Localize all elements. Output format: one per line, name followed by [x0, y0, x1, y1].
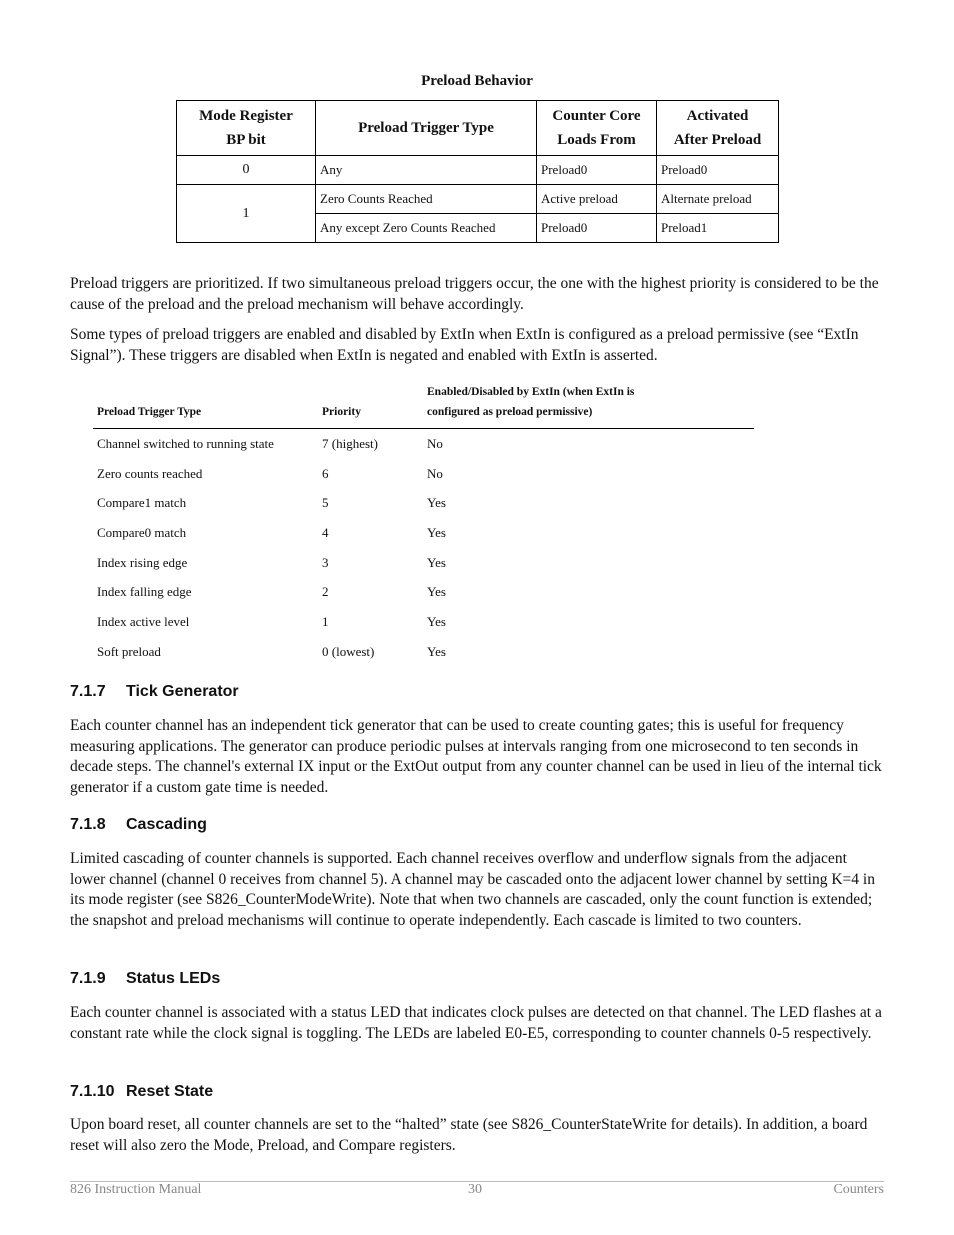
- header-trigger-type: Preload Trigger Type: [93, 382, 318, 429]
- section-heading: [70, 1083, 213, 1101]
- cell-spacer: [661, 577, 754, 607]
- header-mode-register: Mode Register BP bit: [177, 101, 316, 156]
- section-number: 7.1.10: [70, 1083, 115, 1100]
- cell-trigger-type: Index falling edge: [97, 584, 192, 600]
- table-caption: Preload Behavior: [421, 73, 533, 89]
- cell-trigger-type: Channel switched to running state: [97, 435, 274, 451]
- section-number: 7.1.8: [70, 816, 106, 833]
- trigger-priority-table: [93, 382, 754, 667]
- cell-priority: 6: [322, 465, 329, 481]
- cell-trigger: Any except Zero Counts Reached: [316, 214, 537, 243]
- table-body: [93, 429, 754, 667]
- cell-priority: 0 (lowest): [322, 643, 375, 659]
- cell-enabled: No: [427, 435, 443, 451]
- table-row: [93, 607, 754, 637]
- footer-left: 826 Instruction Manual: [70, 1182, 202, 1197]
- cell-enabled: Yes: [427, 643, 446, 659]
- section-text: Each counter channel is associated with a status LED that indicates clock pulses are detected on that channel. The LED flashes at a constant rate while the clock signal is toggling. The LEDs are labeled E0-E5, corresponding to counter channels 0-5 respectively.: [70, 1004, 882, 1042]
- paragraph-priority: Preload triggers are prioritized. If two simultaneous preload triggers occur, the one with the highest priority is considered to be the cause of the preload and the preload mechanism will behave accordingly.: [70, 275, 879, 313]
- header-counter-core: Counter Core Loads From: [537, 101, 657, 156]
- cell-bp: 1: [177, 185, 316, 243]
- section-text: Upon board reset, all counter channels are set to the “halted” state (see S826_CounterStateWrite for details). In addition, a board reset will also zero the Mode, Preload, and Compare registers.: [70, 1116, 868, 1154]
- cell-enabled: Yes: [427, 554, 446, 570]
- cell-trigger-type: Index rising edge: [97, 554, 188, 570]
- table-row: [93, 429, 754, 459]
- cell-spacer: [661, 518, 754, 548]
- section-title: Cascading: [126, 816, 207, 833]
- section-title: Status LEDs: [126, 970, 221, 987]
- section-number: 7.1.7: [70, 683, 106, 700]
- header-preload-trigger-type: Preload Trigger Type: [316, 101, 537, 156]
- cell-spacer: [661, 637, 754, 667]
- cell-enabled: Yes: [427, 495, 446, 511]
- preload-behavior-table: [176, 100, 779, 243]
- cell-enabled: No: [427, 465, 443, 481]
- cell-priority: 1: [322, 613, 329, 629]
- table-row: [93, 637, 754, 667]
- section-heading: [70, 970, 220, 988]
- paragraph-extin: Some types of preload triggers are enabled and disabled by ExtIn when ExtIn is configured as a preload permissive (see “ExtIn Signal”). These triggers are disabled when ExtIn is negated and enabled with ExtIn is asserted.: [70, 326, 859, 364]
- cell-priority: 4: [322, 524, 329, 540]
- footer-right: Counters: [833, 1182, 884, 1197]
- table-row: [93, 459, 754, 489]
- header-activated: Activated After Preload: [657, 101, 779, 156]
- section-text: Limited cascading of counter channels is supported. Each channel receives overflow and underflow signals from the adjacent lower channel (channel 0 receives from channel 5). A channel may be cascaded onto the adjacent lower channel by setting K=4 in its mode register (see S826_CounterModeWrite). Note that when two channels are cascaded, only the count function is extended; the snapshot and preload mechanisms will continue to operate independently. Each cascade is limited to two counters.: [70, 850, 875, 929]
- cell-priority: 2: [322, 584, 329, 600]
- cell-trigger-type: Compare0 match: [97, 524, 187, 540]
- cell-priority: 3: [322, 554, 329, 570]
- cell-trigger-type: Zero counts reached: [97, 465, 203, 481]
- cell-loads: Preload0: [537, 156, 657, 185]
- table-row: [93, 577, 754, 607]
- header-priority: Priority: [318, 382, 423, 429]
- header-spacer: [661, 382, 754, 429]
- cell-trigger-type: Soft preload: [97, 643, 161, 659]
- cell-spacer: [661, 459, 754, 489]
- cell-priority: 5: [322, 495, 329, 511]
- section-heading: [70, 683, 239, 701]
- cell-loads: Preload0: [537, 214, 657, 243]
- table-row: [177, 156, 779, 185]
- cell-spacer: [661, 429, 754, 459]
- cell-loads: Active preload: [537, 185, 657, 214]
- cell-trigger-type: Index active level: [97, 613, 190, 629]
- section-title: Reset State: [126, 1083, 214, 1100]
- cell-trigger: Zero Counts Reached: [316, 185, 537, 214]
- section-title: Tick Generator: [126, 683, 239, 700]
- cell-trigger-type: Compare1 match: [97, 495, 187, 511]
- table-row: [93, 488, 754, 518]
- cell-enabled: Yes: [427, 584, 446, 600]
- cell-activated: Preload1: [657, 214, 779, 243]
- section-text: Each counter channel has an independent tick generator that can be used to create counting gates; this is useful for frequency measuring applications. The generator can produce periodic pulses at intervals ranging from one microsecond to ten seconds in decade steps. The channel's external IX input or the ExtOut output from any counter channel can be used in lieu of the internal tick generator if a custom gate time is needed.: [70, 717, 882, 796]
- footer-page-number: 30: [468, 1182, 482, 1197]
- cell-spacer: [661, 488, 754, 518]
- cell-enabled: Yes: [427, 613, 446, 629]
- table-row: [93, 548, 754, 578]
- table-header-row: [93, 382, 754, 429]
- section-number: 7.1.9: [70, 970, 106, 987]
- table-row: [177, 185, 779, 214]
- table-row: [93, 518, 754, 548]
- section-heading: [70, 816, 207, 834]
- cell-enabled: Yes: [427, 524, 446, 540]
- cell-trigger: Any: [316, 156, 537, 185]
- cell-spacer: [661, 607, 754, 637]
- table-header-row: [177, 101, 779, 156]
- header-enabled: Enabled/Disabled by ExtIn (when ExtIn is configured as preload permissive): [423, 382, 661, 429]
- cell-activated: Preload0: [657, 156, 779, 185]
- cell-activated: Alternate preload: [657, 185, 779, 214]
- cell-priority: 7 (highest): [322, 435, 378, 451]
- cell-spacer: [661, 548, 754, 578]
- cell-bp: 0: [177, 156, 316, 185]
